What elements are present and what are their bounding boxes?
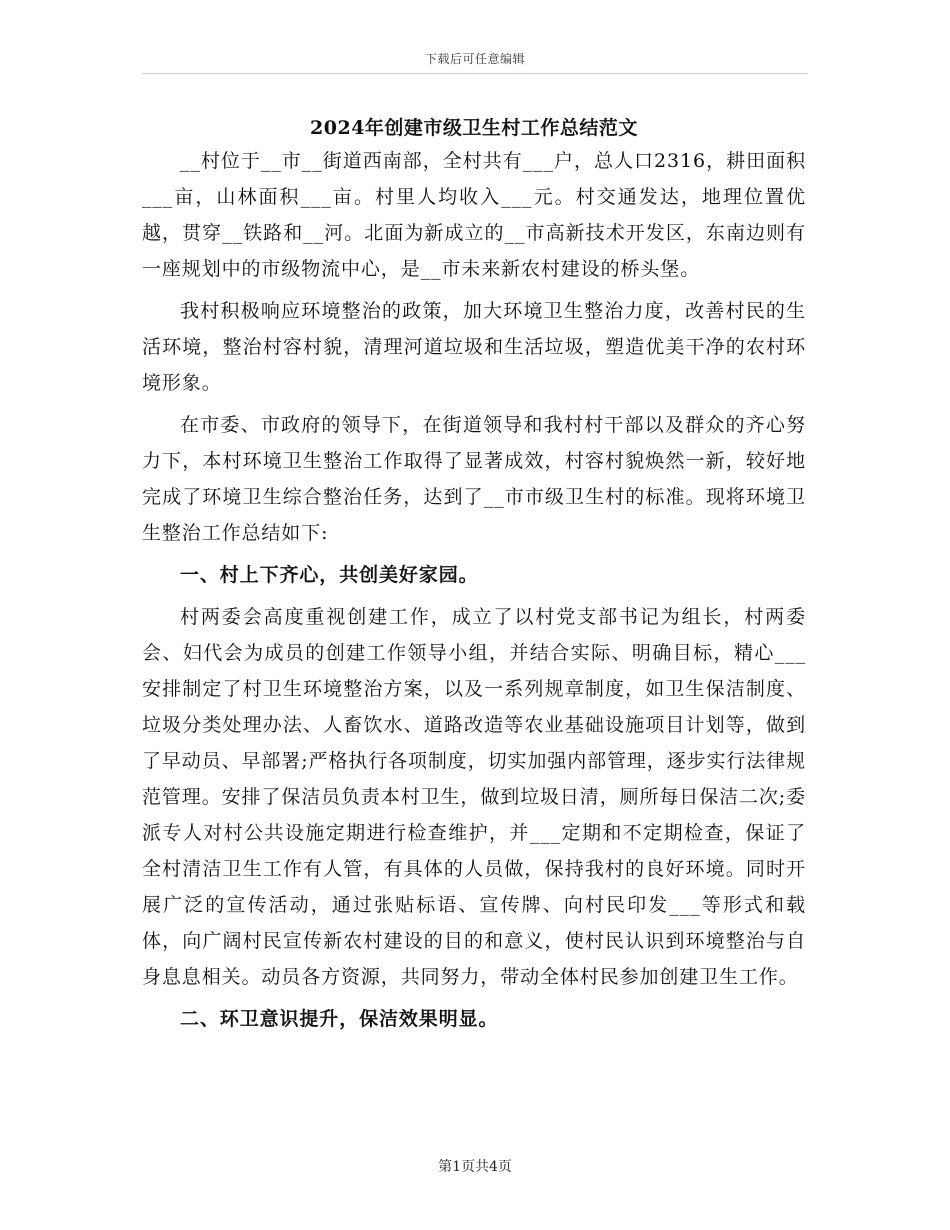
header-note: 下载后可任意编辑 (424, 52, 525, 66)
paragraph-section-1-body: 村两委会高度重视创建工作，成立了以村党支部书记为组长，村两委会、妇代会为成员的创建工作领导小组，并结合实际、明确目标，精心___安排制定了村卫生环境整治方案，以及一系列规章制度，如卫生保洁制度、垃圾分类处理办法、人畜饮水、道路改造等农业基础设施项目计划等，做到了早动员、早部署;严格执行各项制度，切实加强内部管理，逐步实行法律规范管理。安排了保洁员负责本村卫生，做到垃圾日清，厕所每日保洁二次;委派专人对村公共设施定期进行检查维护，并___定期和不定期检查，保证了全村清洁卫生工作有人管，有具体的人员做，保持我村的良好环境。同时开展广泛的宣传活动，通过张贴标语、宣传牌、向村民印发___等形式和载体，向广阔村民宣传新农村建设的目的和意义，使村民认识到环境整治与自身息息相关。动员各方资源，共同努力，带动全体村民参加创建卫生工作。 (142, 606, 807, 988)
page-number: 第1页共4页 (438, 1159, 512, 1175)
paragraph-policy: 我村积极响应环境整治的政策，加大环境卫生整治力度，改善村民的生活环境，整治村容村貌，清理河道垃圾和生活垃圾，塑造优美干净的农村环境形象。 (142, 300, 806, 394)
document-title: 2024年创建市级卫生村工作总结范文 (310, 117, 638, 139)
paragraph-intro: __村位于__市__街道西南部，全村共有___户，总人口2316，耕田面积___亩，山林面积___亩。村里人均收入___元。村交通发达，地理位置优越，贯穿__铁路和__河。北面为新成立的__市高新技术开发区，东南边则有一座规划中的市级物流中心，是__市未来新农村建设的桥头堡。 (142, 150, 806, 280)
paragraph-achievement: 在市委、市政府的领导下，在街道领导和我村村干部以及群众的齐心努力下，本村环境卫生整治工作取得了显著成效，村容村貌焕然一新，较好地完成了环境卫生综合整治任务，达到了__市市级卫生村的标准。现将环境卫生整治工作总结如下: (142, 414, 806, 544)
document-body (142, 113, 806, 1037)
section-heading-2: 二、环卫意识提升，保洁效果明显。 (180, 1008, 499, 1030)
section-heading-1: 一、村上下齐心，共创美好家园。 (180, 564, 479, 586)
header-divider (142, 73, 808, 74)
